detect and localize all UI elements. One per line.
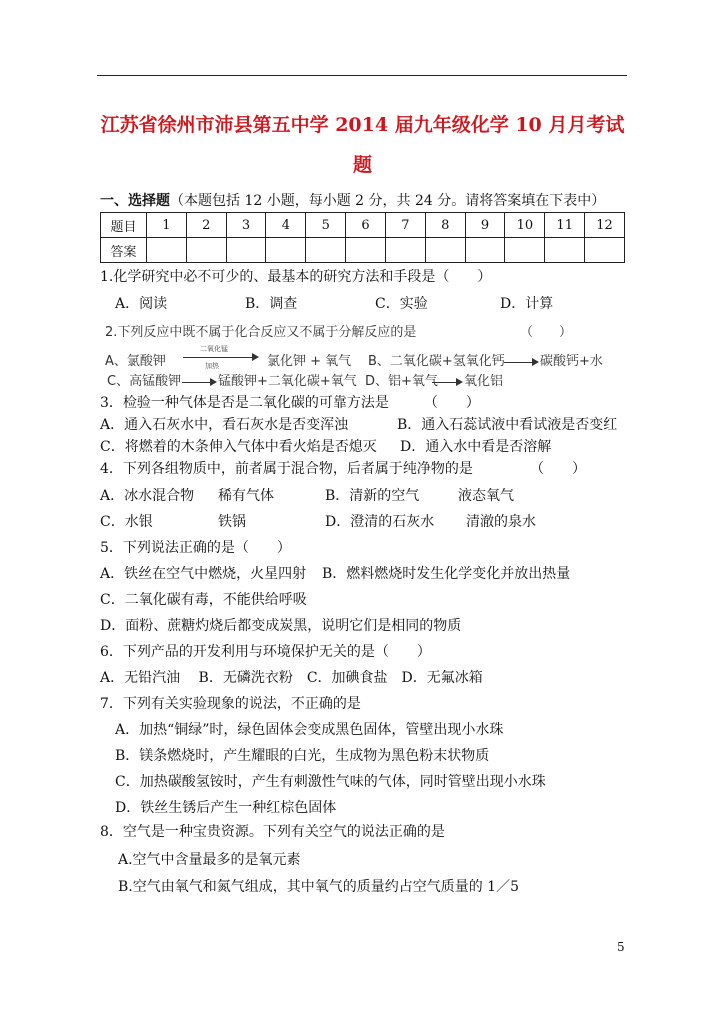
- table-cell-number: 6: [346, 213, 386, 238]
- q6-options: A．无铅汽油 B．无磷洗衣粉 C．加碘食盐 D．无氟冰箱: [100, 670, 483, 686]
- q7-option-a: A．加热“铜绿”时，绿色固体会变成黑色固体，管壁出现小水珠: [115, 722, 504, 738]
- answer-cell[interactable]: [585, 238, 625, 263]
- q7-option-b: B．镁条燃烧时，产生耀眼的白光，生成物为黑色粉末状物质: [115, 748, 490, 764]
- q5-option-b: B．燃料燃烧时发生化学变化并放出热量: [322, 566, 571, 582]
- answer-cell[interactable]: [186, 238, 226, 263]
- q2-b-arrow-line: [504, 362, 534, 363]
- answer-cell[interactable]: [266, 238, 306, 263]
- q4-option-d-second: 清澈的泉水: [466, 514, 536, 530]
- q4-option-a-second: 稀有气体: [218, 488, 274, 504]
- section-heading-rest: （本题包括 12 小题，每小题 2 分，共 24 分。请将答案填在下表中）: [170, 193, 606, 209]
- table-cell-number: 11: [545, 213, 585, 238]
- q5-stem: 5．下列说法正确的是（ ）: [100, 540, 291, 556]
- q8-option-a: A.空气中含量最多的是氧元素: [118, 852, 301, 868]
- table-cell-number: 3: [226, 213, 266, 238]
- q2-option-b: B、二氧化碳+氢氧化钙: [368, 354, 505, 369]
- answer-cell[interactable]: [306, 238, 346, 263]
- answer-table: [100, 212, 625, 263]
- answer-cell[interactable]: [226, 238, 266, 263]
- q7-option-d: D．铁丝生锈后产生一种红棕色固体: [115, 800, 337, 816]
- header-rule: [97, 75, 627, 76]
- q4-option-b-first: B．清新的空气: [325, 488, 420, 504]
- table-cell-number: 8: [425, 213, 465, 238]
- q4-option-c-second: 铁锅: [218, 514, 246, 530]
- q4-option-d-first: D．澄清的石灰水: [325, 514, 435, 530]
- table-cell-number: 10: [505, 213, 545, 238]
- q2-catalyst-label: 二氧化锰: [200, 345, 228, 353]
- answer-table-answer-row: [101, 238, 625, 263]
- q3-option-c: C．将燃着的木条伸入气体中看火焰是否熄灭: [100, 439, 377, 455]
- q1-option-d: D．计算: [500, 296, 554, 312]
- table-cell-number: 1: [147, 213, 187, 238]
- q8-option-b: B.空气由氧气和氮气组成，其中氧气的质量约占空气质量的 1／5: [118, 879, 520, 895]
- q2-d-arrow-icon: [456, 378, 463, 386]
- q1-option-a: A．阅读: [115, 296, 168, 312]
- q2-option-b-product: 碳酸钙+水: [540, 354, 603, 369]
- exam-title-line2: 题: [352, 154, 372, 176]
- q3-option-b: B．通入石蕊试液中看试液是否变红: [397, 417, 618, 433]
- section-heading: [100, 190, 605, 210]
- table-cell-number: 7: [385, 213, 425, 238]
- q2-paren: （ ）: [520, 325, 573, 340]
- q2-option-d-product: 氧化铝: [464, 374, 504, 389]
- q5-option-c: C．二氧化碳有毒，不能供给呼吸: [100, 592, 307, 608]
- q2-option-a-reactant: A、氯酸钾: [105, 354, 166, 369]
- q1-option-c: C．实验: [375, 296, 428, 312]
- q2-c-arrow-icon: [210, 378, 217, 386]
- q2-option-c: C、高锰酸钾: [107, 374, 182, 389]
- q3-option-d: D．通入水中看是否溶解: [400, 439, 552, 455]
- answer-cell[interactable]: [346, 238, 386, 263]
- q1-option-b: B．调查: [245, 296, 298, 312]
- q2-c-arrow-line: [182, 382, 212, 383]
- table-row-label-number: 题目: [101, 213, 147, 238]
- answer-cell[interactable]: [425, 238, 465, 263]
- q5-option-d: D．面粉、蔗糖灼烧后都变成炭黑，说明它们是相同的物质: [100, 618, 462, 634]
- q5-option-a: A．铁丝在空气中燃烧，火星四射: [100, 566, 307, 582]
- q4-paren: （ ）: [530, 461, 586, 477]
- q7-option-c: C．加热碳酸氢铵时，产生有刺激性气味的气体，同时管壁出现小水珠: [115, 774, 546, 790]
- q7-stem: 7．下列有关实验现象的说法，不正确的是: [100, 696, 361, 712]
- q2-stem: 2.下列反应中既不属于化合反应又不属于分解反应的是: [105, 325, 417, 340]
- q1-stem: 1.化学研究中必不可少的、最基本的研究方法和手段是（ ）: [100, 269, 492, 285]
- q4-stem: 4．下列各组物质中，前者属于混合物，后者属于纯净物的是: [100, 461, 473, 477]
- answer-cell[interactable]: [147, 238, 187, 263]
- q4-option-b-second: 液态氧气: [458, 488, 514, 504]
- q2-reaction-arrow-line: [183, 357, 253, 358]
- q2-option-c-product: 锰酸钾+二氧化碳+氧气: [218, 374, 357, 389]
- q2-b-arrow-icon: [532, 358, 539, 366]
- answer-table-number-row: [101, 213, 625, 238]
- answer-cell[interactable]: [545, 238, 585, 263]
- table-cell-number: 9: [465, 213, 505, 238]
- table-cell-number: 4: [266, 213, 306, 238]
- q2-condition-label: 加热: [205, 362, 219, 370]
- q3-option-a: A．通入石灰水中，看石灰水是否变浑浊: [100, 417, 349, 433]
- table-row-label-answer: 答案: [101, 238, 147, 263]
- table-cell-number: 2: [186, 213, 226, 238]
- q2-d-arrow-line: [432, 382, 458, 383]
- answer-cell[interactable]: [465, 238, 505, 263]
- q6-stem: 6．下列产品的开发利用与环境保护无关的是（ ）: [100, 644, 431, 660]
- q4-option-a-first: A．冰水混合物: [100, 488, 195, 504]
- q2-option-d: D、铝+氧气: [365, 374, 438, 389]
- page-number: 5: [617, 940, 625, 954]
- table-cell-number: 12: [585, 213, 625, 238]
- answer-cell[interactable]: [505, 238, 545, 263]
- q8-stem: 8．空气是一种宝贵资源。下列有关空气的说法正确的是: [100, 824, 445, 840]
- q2-reaction-arrow-icon: [252, 353, 259, 361]
- q3-stem: 3．检验一种气体是否是二氧化碳的可靠方法是 （ ）: [100, 395, 480, 411]
- q2-option-a-product: 氯化钾 + 氧气: [267, 354, 352, 369]
- exam-title-line1: 江苏省徐州市沛县第五中学 2014 届九年级化学 10 月月考试: [100, 114, 625, 136]
- table-cell-number: 5: [306, 213, 346, 238]
- section-heading-bold: 一、选择题: [100, 193, 170, 209]
- q4-option-c-first: C．水银: [100, 514, 153, 530]
- answer-cell[interactable]: [385, 238, 425, 263]
